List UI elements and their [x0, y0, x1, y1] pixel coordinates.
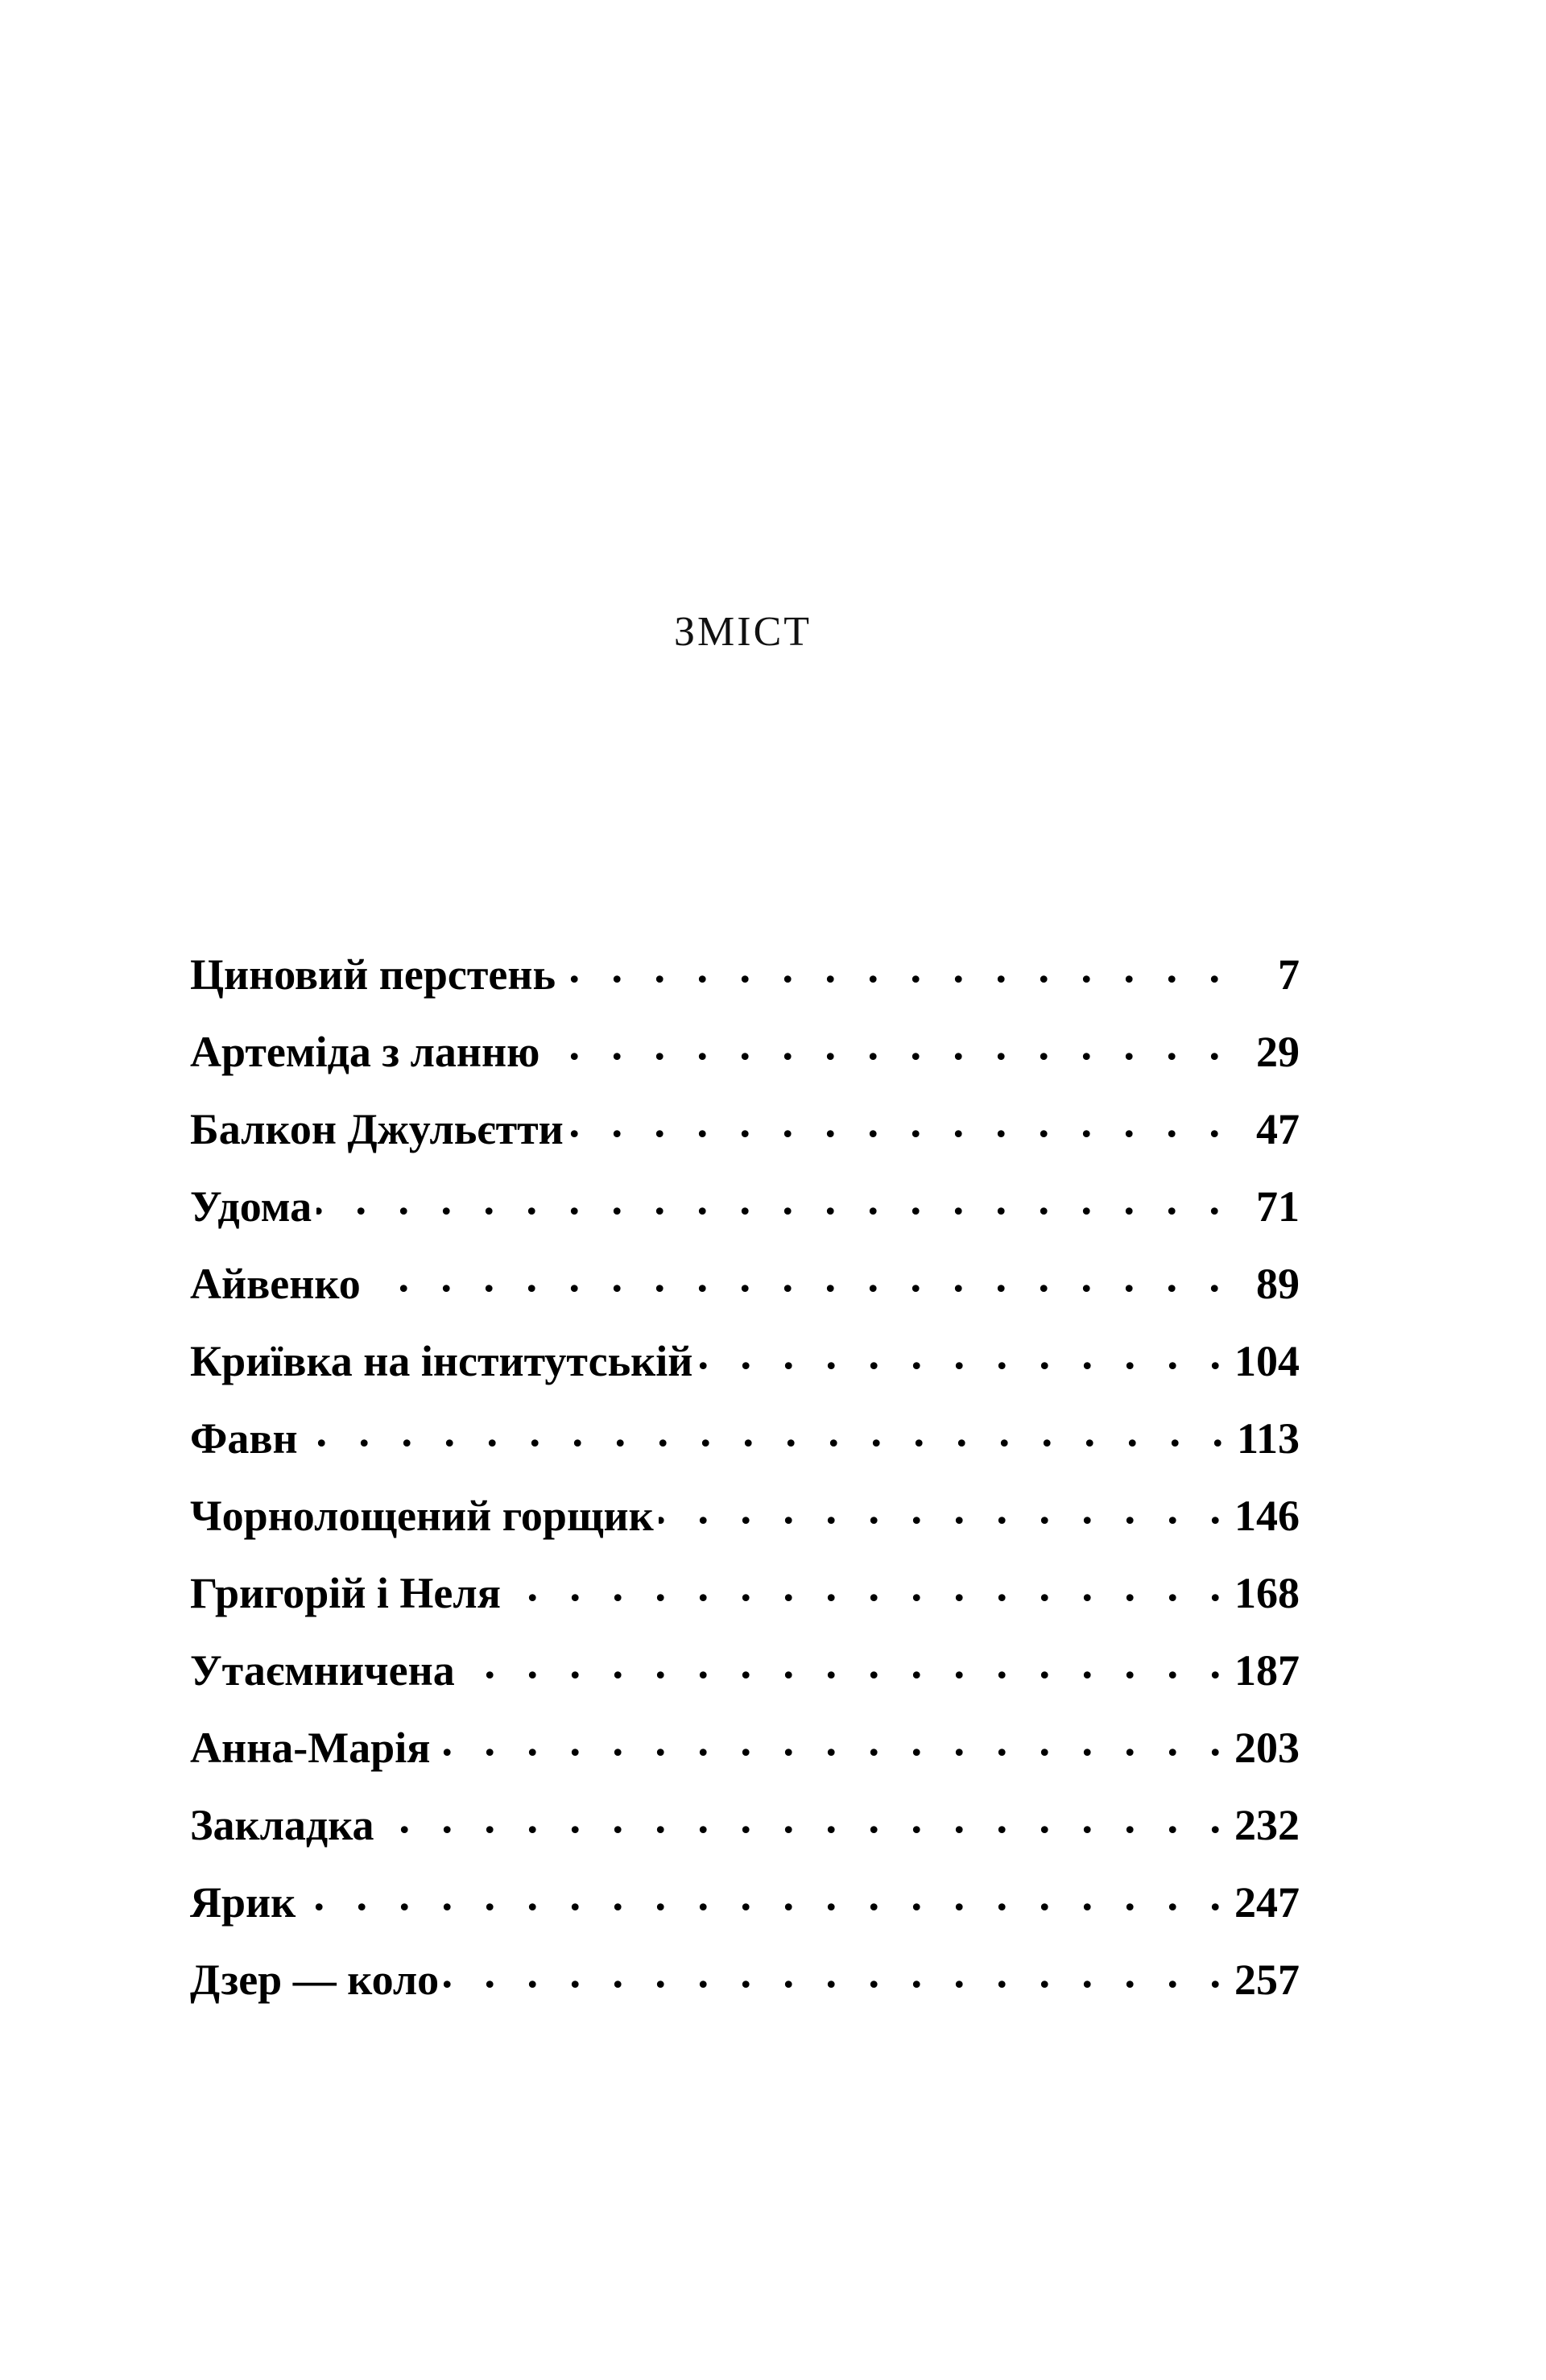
toc-entry[interactable]	[190, 1322, 1300, 1400]
toc-entry[interactable]	[190, 1168, 1300, 1245]
toc-entry-page-number: 187	[1234, 1646, 1300, 1695]
toc-dot-leader	[303, 1409, 1234, 1453]
toc-entry[interactable]	[190, 1864, 1300, 1941]
toc-entry[interactable]	[190, 1786, 1300, 1864]
toc-entry-page-number: 29	[1256, 1028, 1300, 1076]
toc-dot-leader	[568, 1100, 1230, 1144]
toc-entry[interactable]	[190, 1245, 1300, 1322]
toc-entry-list	[190, 936, 1300, 2018]
toc-entry-label: Криївка на інститутській	[190, 1337, 693, 1385]
toc-dot-leader	[544, 1023, 1230, 1066]
toc-entry-label: Удома	[190, 1182, 312, 1231]
toc-dot-leader	[506, 1564, 1231, 1608]
toc-dot-leader	[444, 1951, 1231, 1994]
toc-dot-leader	[460, 1641, 1231, 1685]
toc-entry-label: Дзер — коло	[190, 1956, 440, 2004]
toc-entry-label: Закладка	[190, 1801, 374, 1849]
toc-entry-page-number: 71	[1256, 1182, 1300, 1231]
toc-entry-page-number: 89	[1256, 1260, 1300, 1308]
toc-entry-page-number: 104	[1234, 1337, 1300, 1385]
toc-dot-leader	[316, 1178, 1230, 1221]
toc-dot-leader	[697, 1332, 1231, 1376]
toc-dot-leader	[435, 1719, 1231, 1762]
toc-entry-page-number: 146	[1234, 1492, 1300, 1540]
toc-entry-label: Анна-Марія	[190, 1724, 431, 1772]
toc-entry[interactable]	[190, 1091, 1300, 1168]
toc-entry[interactable]	[190, 1554, 1300, 1632]
toc-entry[interactable]	[190, 1400, 1300, 1477]
toc-dot-leader	[300, 1873, 1231, 1917]
toc-entry[interactable]	[190, 1709, 1300, 1786]
toc-entry-label: Чорнолощений горщик	[190, 1492, 654, 1540]
toc-entry-page-number: 203	[1234, 1724, 1300, 1772]
toc-entry-label: Утаємничена	[190, 1646, 455, 1695]
toc-entry-label: Айвенко	[190, 1260, 361, 1308]
toc-entry-page-number: 113	[1236, 1414, 1300, 1463]
toc-entry-label: Балкон Джульєтти	[190, 1105, 564, 1153]
toc-entry-page-number: 7	[1278, 950, 1300, 999]
toc-entry-page-number: 47	[1256, 1105, 1300, 1153]
toc-entry[interactable]	[190, 1013, 1300, 1091]
toc-entry-page-number: 232	[1234, 1801, 1300, 1849]
toc-entry-label: Ярик	[190, 1878, 296, 1927]
toc-dot-leader	[366, 1255, 1230, 1298]
toc-entry-label: Фавн	[190, 1414, 298, 1463]
toc-entry-page-number: 257	[1234, 1956, 1300, 2004]
toc-entry-page-number: 168	[1234, 1569, 1300, 1617]
toc-dot-leader	[560, 946, 1230, 989]
toc-entry[interactable]	[190, 1941, 1300, 2018]
toc-entry[interactable]	[190, 936, 1300, 1013]
toc-entry-label: Циновий перстень	[190, 950, 556, 999]
toc-entry[interactable]	[190, 1477, 1300, 1554]
toc-dot-leader	[379, 1796, 1231, 1840]
toc-entry-page-number: 247	[1234, 1878, 1300, 1927]
toc-dot-leader	[659, 1487, 1231, 1530]
toc-entry-label: Григорій і Неля	[190, 1569, 501, 1617]
toc-entry[interactable]	[190, 1632, 1300, 1709]
toc-entry-label: Артеміда з ланню	[190, 1028, 540, 1076]
page-title: ЗМІСТ	[673, 609, 812, 655]
